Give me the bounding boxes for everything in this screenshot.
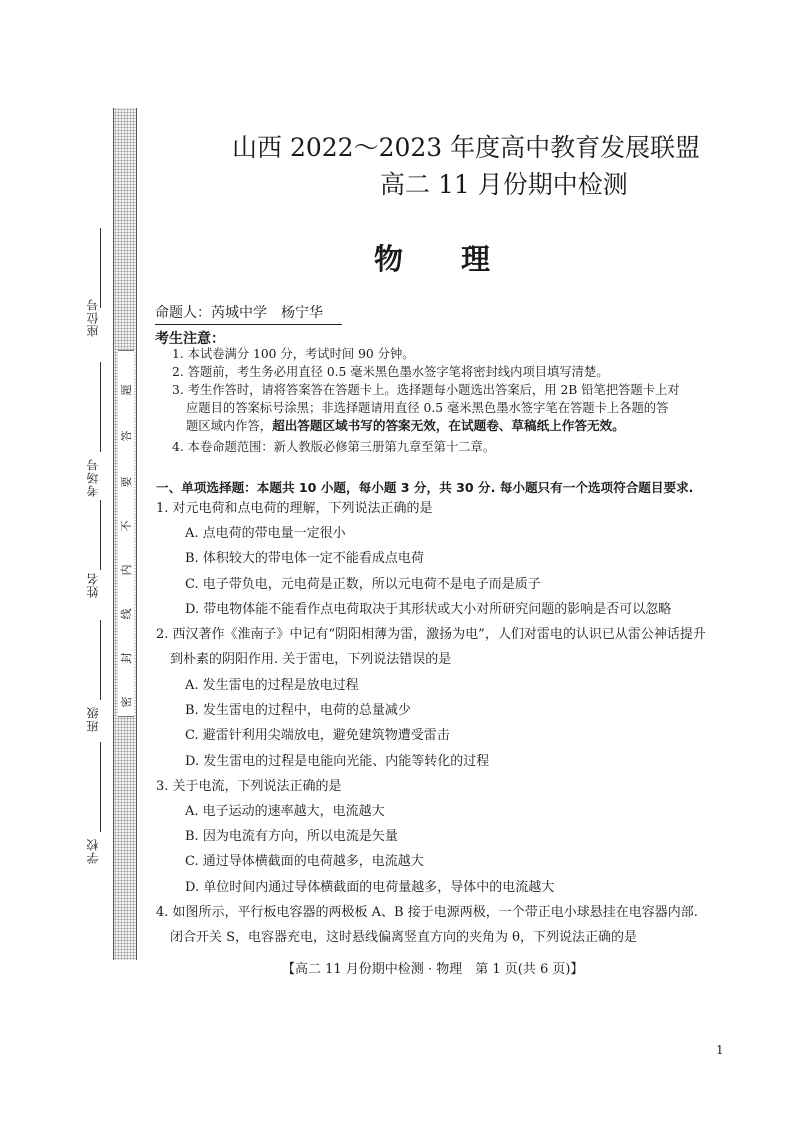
question-1-option-c: C. 电子带负电，元电荷是正数，所以元电荷不是电子而是质子 (185, 577, 541, 592)
question-1-option-d: D. 带电物体能不能看作点电荷取决于其形状或大小对所研究问题的影响是否可以忽略 (185, 602, 672, 617)
question-3-stem: 3. 关于电流，下列说法正确的是 (156, 779, 342, 794)
exam-title: 山西 2022～2023 年度高中教育发展联盟 (232, 133, 701, 162)
exam-room-blank (100, 362, 101, 452)
question-3-option-b: B. 因为电流有方向，所以电流是矢量 (185, 829, 398, 844)
school-label: 学校 (86, 838, 100, 864)
seal-char: 题 (120, 384, 133, 396)
question-3-option-d: D. 单位时间内通过导体横截面的电荷量越多，导体中的电流越大 (185, 880, 555, 895)
question-4-stem: 4. 如图所示，平行板电容器的两极板 A、B 接于电源两极，一个带正电小球悬挂在电容器内部. (156, 905, 698, 920)
section-heading: 一、单项选择题：本题共 10 小题，每小题 3 分，共 30 分. 每小题只有一个选项符合题目要求. (156, 480, 694, 495)
seal-char: 线 (120, 608, 133, 620)
notice-item-2: 2. 答题前，考生务必用直径 0.5 毫米黑色墨水签字笔将密封线内项目填写清楚。 (172, 365, 609, 379)
page-footer: 【高二 11 月份期中检测 · 物理 第 1 页(共 6 页)】 (282, 962, 584, 977)
question-2-stem: 2. 西汉著作《淮南子》中记有“阴阳相薄为雷，激扬为电”，人们对雷电的认识已从雷公神话提升 (156, 627, 706, 642)
notice-heading: 考生注意： (155, 331, 225, 347)
name-label: 姓名 (86, 572, 100, 598)
question-2-option-d: D. 发生雷电的过程是电能向光能、内能等转化的过程 (185, 754, 490, 769)
question-3-option-a: A. 电子运动的速率越大，电流越大 (185, 804, 385, 819)
question-1-option-b: B. 体积较大的带电体一定不能看成点电荷 (185, 551, 424, 566)
seal-char: 密 (120, 696, 133, 708)
exam-subtitle: 高二 11 月份期中检测 (380, 170, 628, 199)
seat-number-blank (100, 228, 101, 308)
name-blank (100, 500, 101, 570)
question-1-stem: 1. 对元电荷和点电荷的理解，下列说法正确的是 (156, 501, 433, 516)
question-4-stem-cont: 闭合开关 S，电容器充电，这时悬线偏离竖直方向的夹角为 θ，下列说法正确的是 (170, 930, 637, 945)
question-2-option-a: A. 发生雷电的过程是放电过程 (185, 678, 359, 693)
author-line: 命题人：芮城中学 杨宁华 (155, 302, 342, 325)
notice-item-1: 1. 本试卷满分 100 分，考试时间 90 分钟。 (172, 347, 415, 361)
notice-item-3-cont: 应题目的答案标号涂黑；非选择题请用直径 0.5 毫米黑色墨水签字笔在答题卡上各题的答 (186, 401, 669, 415)
school-blank (100, 742, 101, 832)
notice-item-4: 4. 本卷命题范围：新人教版必修第三册第九章至第十二章。 (172, 440, 496, 454)
question-1-option-a: A. 点电荷的带电量一定很小 (185, 526, 346, 541)
question-2-option-b: B. 发生雷电的过程中，电荷的总量减少 (185, 703, 411, 718)
question-2-stem-cont: 到朴素的阴阳作用. 关于雷电，下列说法错误的是 (170, 652, 452, 667)
class-blank (100, 620, 101, 700)
notice-item-3: 3. 考生作答时，请将答案答在答题卡上。选择题每小题选出答案后，用 2B 铅笔把答题卡上对 (172, 383, 680, 397)
class-label: 班级 (86, 706, 100, 732)
question-3-option-c: C. 通过导体横截面的电荷越多，电流越大 (185, 854, 424, 869)
seal-char: 不 (120, 520, 133, 532)
exam-room-label: 考场号 (86, 458, 100, 497)
seal-char: 内 (120, 564, 133, 576)
seal-char: 要 (120, 476, 133, 488)
seal-char: 答 (120, 430, 133, 442)
seat-number-label: 座位号 (86, 298, 100, 337)
seal-char: 封 (120, 652, 133, 664)
question-2-option-c: C. 避雷针利用尖端放电，避免建筑物遭受雷击 (185, 728, 450, 743)
notice-item-3-cont2: 题区域内作答，超出答题区域书写的答案无效，在试题卷、草稿纸上作答无效。 (186, 418, 625, 433)
subject-title: 物理 (374, 242, 549, 276)
page-number: 1 (716, 1043, 724, 1057)
